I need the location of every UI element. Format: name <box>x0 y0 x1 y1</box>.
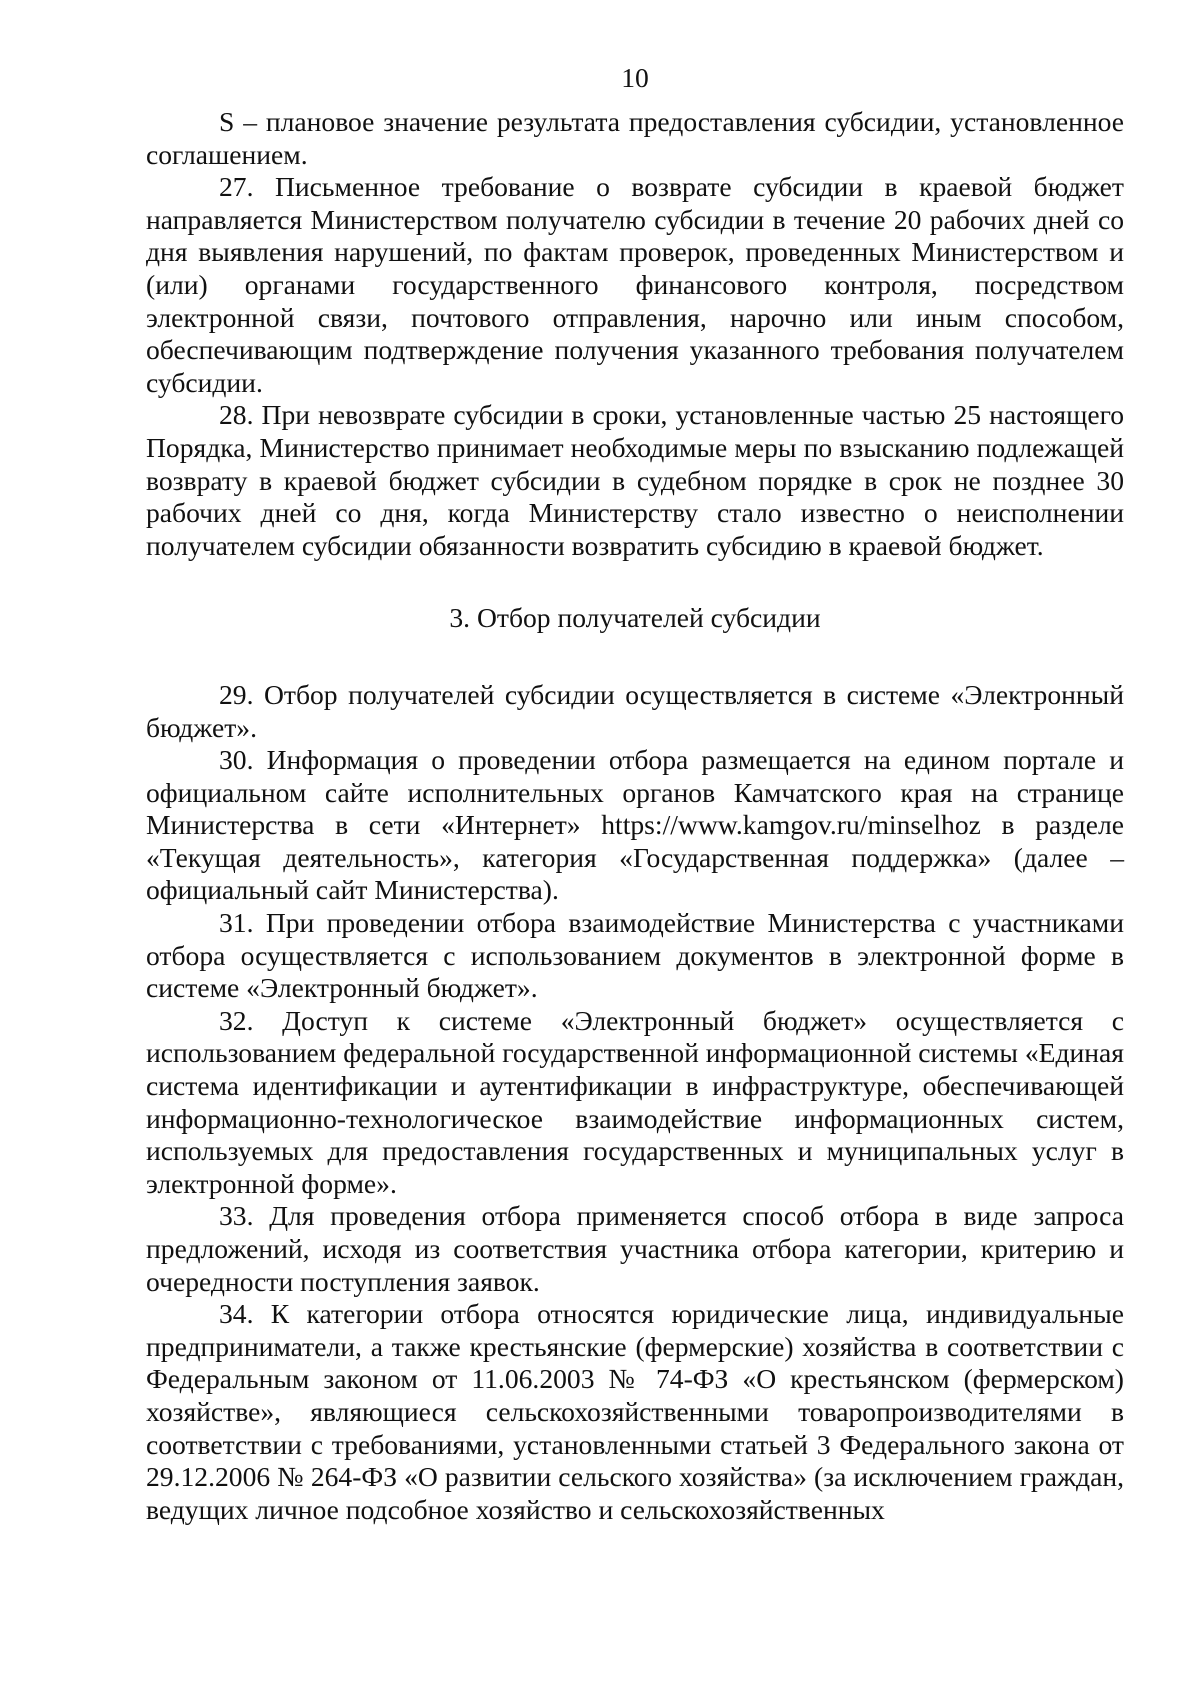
page-number: 10 <box>621 62 649 93</box>
paragraph-32: 32. Доступ к системе «Электронный бюджет» осуществляется с использованием федеральной государственной информационной системы «Единая система идентификации и аутентификации в инфраструктуре, обеспечивающей информационно-технологическое взаимодействие информационных систем, используемых для предоставления государственных и муниципальных услуг в электронной форме». <box>146 1004 1124 1199</box>
section-title: 3. Отбор получателей субсидии <box>449 602 821 634</box>
document-page <box>146 62 1124 1526</box>
paragraph-34: 34. К категории отбора относятся юридические лица, индивидуальные предприниматели, а также крестьянские (фермерские) хозяйства в соответствии с Федеральным законом от 11.06.2003 № 74-ФЗ «О крестьянском (фермерском) хозяйстве», являющиеся сельскохозяйственными товаропроизводителями в соответствии с требованиями, установленными статьей 3 Федерального закона от 29.12.2006 № 264-ФЗ «О развитии сельского хозяйства» (за исключением граждан, ведущих личное подсобное хозяйство и сельскохозяйственных <box>146 1298 1124 1525</box>
paragraph-27: 27. Письменное требование о возврате субсидии в краевой бюджет направляется Министерством получателю субсидии в течение 20 рабочих дней со дня выявления нарушений, по фактам проверок, проведенных Министерством и (или) органами государственного финансового контроля, посредством электронной связи, почтового отправления, нарочно или иным способом, обеспечивающим подтверждение получения указанного требования получателем субсидии. <box>146 171 1124 398</box>
paragraph-28: 28. При невозврате субсидии в сроки, установленные частью 25 настоящего Порядка, Министерство принимает необходимые меры по взысканию подлежащей возврату в краевой бюджет субсидии в судебном порядке в срок не позднее 30 рабочих дней со дня, когда Министерству стало известно о неисполнении получателем субсидии обязанности возвратить субсидию в краевой бюджет. <box>146 399 1124 561</box>
paragraph-30: 30. Информация о проведении отбора размещается на едином портале и официальном сайте исполнительных органов Камчатского края на странице Министерства в сети «Интернет» https://www.kamgov.ru/minselhoz в разделе «Текущая деятельность», категория «Государственная поддержка» (далее – официальный сайт Министерства). <box>146 744 1124 906</box>
paragraph-s-definition: S – плановое значение результата предоставления субсидии, установленное соглашением. <box>146 106 1124 170</box>
paragraph-31: 31. При проведении отбора взаимодействие Министерства с участниками отбора осуществляется с использованием документов в электронной форме в системе «Электронный бюджет». <box>146 907 1124 1004</box>
paragraph-29: 29. Отбор получателей субсидии осуществляется в системе «Электронный бюджет». <box>146 678 1124 743</box>
paragraph-33: 33. Для проведения отбора применяется способ отбора в виде запроса предложений, исходя из соответствия участника отбора категории, критерию и очередности поступления заявок. <box>146 1200 1124 1297</box>
